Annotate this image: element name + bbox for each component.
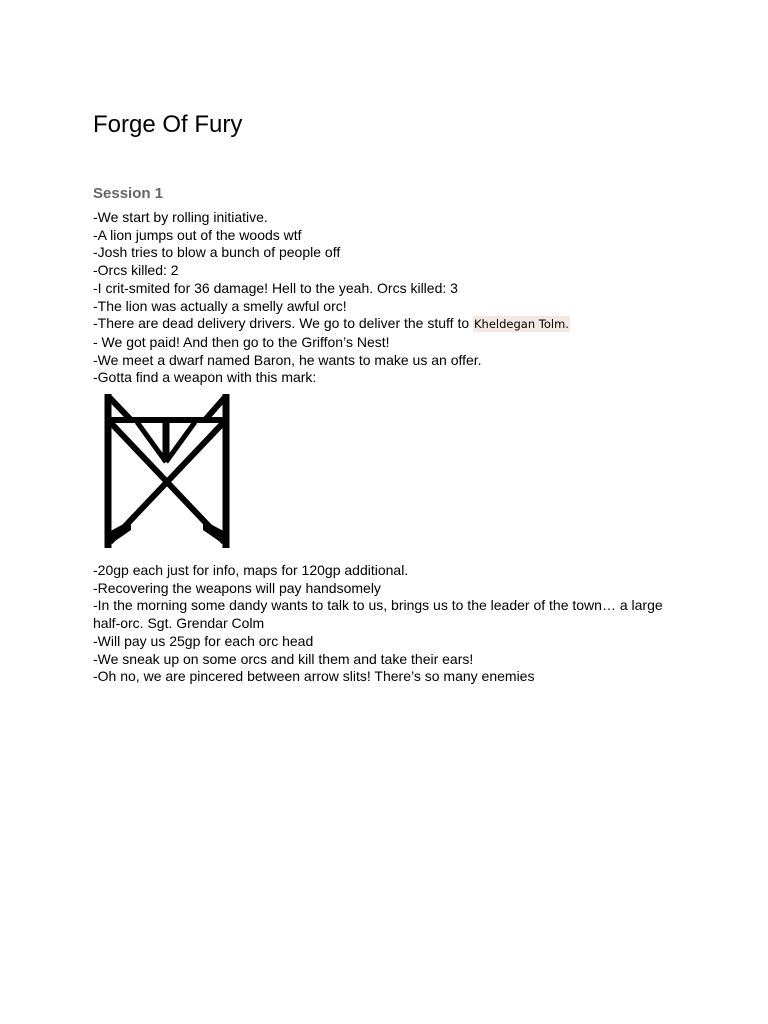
note-line: -20gp each just for info, maps for 120gp additional. xyxy=(93,562,409,578)
note-text: -There are dead delivery drivers. We go to deliver the stuff to xyxy=(93,315,474,332)
note-line: -In the morning some dandy wants to talk to us, brings us to the leader of the town… a large half-orc. Sgt. Grendar Colm xyxy=(93,597,663,632)
session-heading: Session 1 xyxy=(93,185,164,202)
note-line: -Recovering the weapons will pay handsomely xyxy=(93,579,381,596)
note-line: - We got paid! And then go to the Griffon’s Nest! xyxy=(93,333,390,350)
highlighted-name: Kheldegan Tolm. xyxy=(474,317,569,332)
note-line: -Gotta find a weapon with this mark: xyxy=(93,369,317,386)
rune-mark-icon xyxy=(101,392,233,552)
note-line: -I crit-smited for 36 damage! Hell to the yeah. Orcs killed: 3 xyxy=(93,279,458,296)
session-notes-list-continued xyxy=(93,562,683,686)
document-title: Forge Of Fury xyxy=(93,111,243,138)
note-line: -Orcs killed: 2 xyxy=(93,262,179,279)
note-line: -The lion was actually a smelly awful orc! xyxy=(93,297,347,314)
note-line: -Oh no, we are pincered between arrow slits! There’s so many enemies xyxy=(93,668,535,685)
note-line: -We sneak up on some orcs and kill them and take their ears! xyxy=(93,650,474,667)
note-line: -We start by rolling initiative. xyxy=(93,209,268,225)
session-notes-list xyxy=(93,209,683,387)
note-line: -We meet a dwarf named Baron, he wants to make us an offer. xyxy=(93,351,482,368)
note-line: -Will pay us 25gp for each orc head xyxy=(93,632,314,649)
note-line: -Josh tries to blow a bunch of people off xyxy=(93,244,341,261)
note-line: -A lion jumps out of the woods wtf xyxy=(93,226,302,243)
note-line xyxy=(93,315,683,334)
